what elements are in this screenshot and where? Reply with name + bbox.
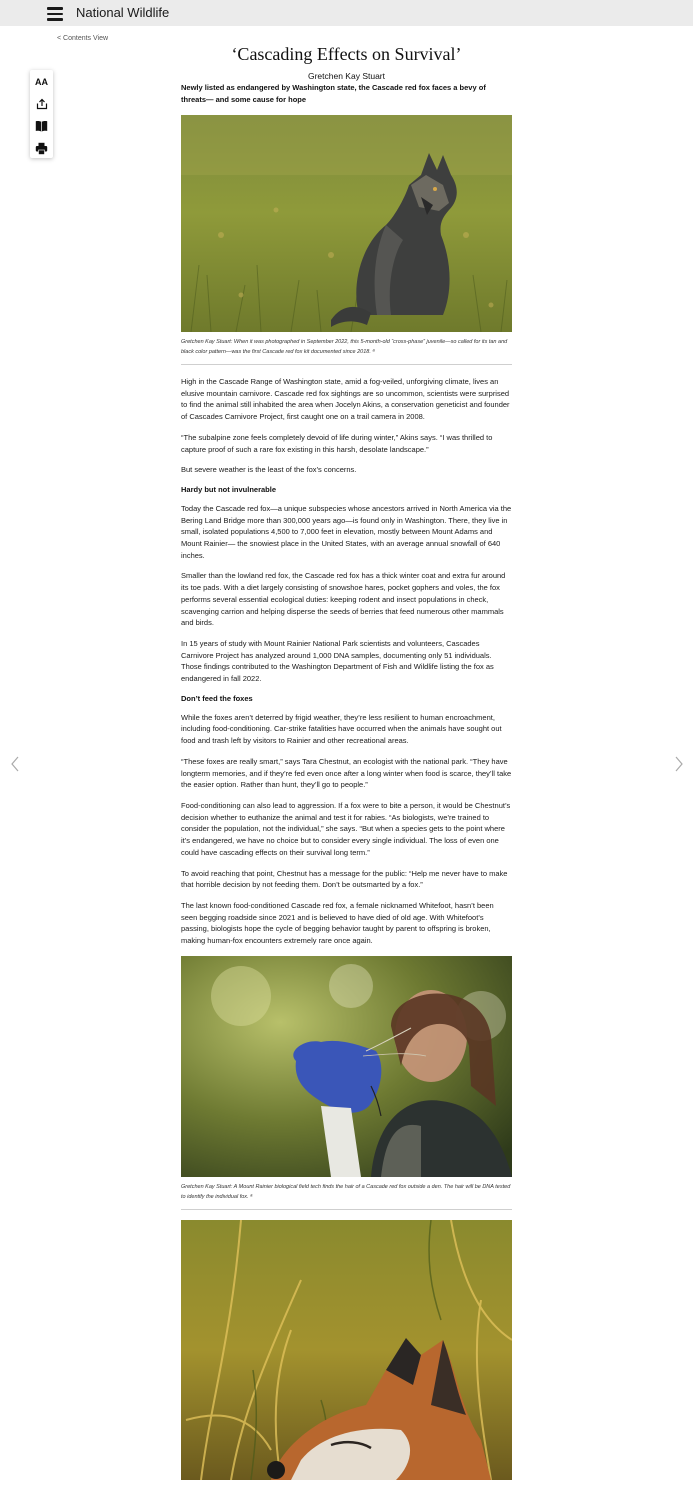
- print-button[interactable]: [30, 138, 53, 158]
- book-icon: [35, 120, 48, 132]
- field-tech-photo-caption: Gretchen Kay Stuart: A Mount Rainier biological field tech finds the hair of a Cascade red fox outside a den. The hair will be DNA tested to identify the individual fox. ª: [181, 1183, 511, 1200]
- menu-icon[interactable]: [47, 7, 63, 20]
- section-heading: Don’t feed the foxes: [181, 693, 253, 703]
- article-paragraph: “The subalpine zone feels completely devoid of life during winter,” Akins says. “I was thrilled to capture proof of such a rare fox existing in this harsh, desolate landscape.”: [181, 432, 493, 454]
- article-paragraph: The last known food-conditioned Cascade red fox, a female nicknamed Whitefoot, hasn’t been seen begging roadside since 2021 and is believed to have died of old age. With Whitefoot’s passing, biologists hope the cycle of begging behavior taught by parent to offspring is broken, making human-fox encounters extremely rare once again.: [181, 900, 494, 946]
- top-app-bar: [0, 0, 693, 26]
- reader-toolbar: [30, 70, 53, 158]
- article-paragraph: “These foxes are really smart,” says Tara Chestnut, an ecologist with the national park. “They have longterm memories, and if they’re fed even once after a long winter when food is scarce, they’ll take the easier option. Rather than hunt, they’ll go to people.”: [181, 756, 512, 790]
- fox-photo-caption: Gretchen Kay Stuart: When it was photographed in September 2022, this 5-month-old “cross-phase” juvenile—so called for its tan and black color pattern—was the first Cascade red fox kit documented since 2018. ª: [181, 339, 508, 355]
- article-dek: Newly listed as endangered by Washington state, the Cascade red fox faces a bevy of threats— and some cause for hope: [181, 83, 486, 104]
- red-fox-photo: [181, 1220, 512, 1480]
- caption-divider: [181, 1209, 512, 1210]
- app-title: National Wildlife: [76, 5, 170, 20]
- chevron-left-icon: [10, 755, 20, 773]
- article-paragraph: While the foxes aren’t deterred by frigid weather, they’re less resilient to human encroachment, including food-conditioning. Car-strike fatalities have occurred when the animals have sought out food and trash left by visitors to Rainier and other recreational areas.: [181, 712, 502, 746]
- print-icon: [35, 142, 48, 155]
- text-size-icon: AA: [35, 77, 48, 87]
- share-button[interactable]: [30, 94, 53, 114]
- field-tech-photo: [181, 956, 512, 1177]
- article: [181, 44, 512, 1480]
- share-icon: [36, 98, 48, 110]
- section-heading: Hardy but not invulnerable: [181, 484, 277, 494]
- article-paragraph: In 15 years of study with Mount Rainier National Park scientists and volunteers, Cascades Carnivore Project has analyzed around 1,000 DNA samples, documenting only 51 individuals. Those findings contributed to the Washington Department of Fish and Wildlife listing the fox as endangered in fall 2022.: [181, 638, 494, 684]
- fox-photo: [181, 115, 512, 332]
- article-paragraph: But severe weather is the least of the fox’s concerns.: [181, 465, 357, 475]
- article-paragraph: Smaller than the lowland red fox, the Cascade red fox has a thick winter coat and extra fur around its toe pads. With a diet largely consisting of snowshoe hares, pocket gophers and voles, the fox performs several essential ecological duties: keeping rodent and insect populations in check, scavenging carrion and helping disperse the seeds of berries that feed numerous other mammals and birds.: [181, 571, 506, 628]
- article-title: ‘Cascading Effects on Survival’: [231, 44, 462, 64]
- article-paragraph: To avoid reaching that point, Chestnut has a message for the public: “Help me never have to make that horrible decision by not feeding them. Don’t be outsmarted by a fox.”: [181, 868, 508, 890]
- article-paragraph: High in the Cascade Range of Washington state, amid a fog-veiled, unforgiving climate, lives an elusive mountain carnivore. Cascade red fox sightings are so uncommon, scientists were surprised to find the animal still inhabited the area when Jocelyn Akins, a conservation geneticist and founder of Cascades Carnivore Project, first caught one on a trail camera in 2008.: [181, 377, 510, 422]
- article-author: Gretchen Kay Stuart: [307, 71, 385, 81]
- reading-mode-button[interactable]: [30, 116, 53, 136]
- text-size-button[interactable]: [30, 72, 53, 92]
- contents-view-link[interactable]: < Contents View: [57, 35, 109, 42]
- next-page-button[interactable]: [674, 755, 684, 773]
- article-paragraph: Food-conditioning can also lead to aggression. If a fox were to bite a person, it would be Chestnut’s decision whether to euthanize the animal and test it for rabies. “As biologists, we’re trained to consider the population, not the individual,” she says. “But when a species gets to the point where it’s endangered, we have no choice but to consider every single individual. The loss of even one could have cascading effects on their survival long term.”: [181, 800, 511, 857]
- article-paragraph: Today the Cascade red fox—a unique subspecies whose ancestors arrived in North America via the Bering Land Bridge more than 300,000 years ago—is found only in Washington. There, they live in small, isolated populations 4,500 to 7,000 feet in elevation, mostly between Mount Adams and Mount Rainier— the snowiest place in the United States, with an average annual snowfall of 640 inches.: [181, 503, 512, 560]
- previous-page-button[interactable]: [10, 755, 20, 773]
- chevron-right-icon: [674, 755, 684, 773]
